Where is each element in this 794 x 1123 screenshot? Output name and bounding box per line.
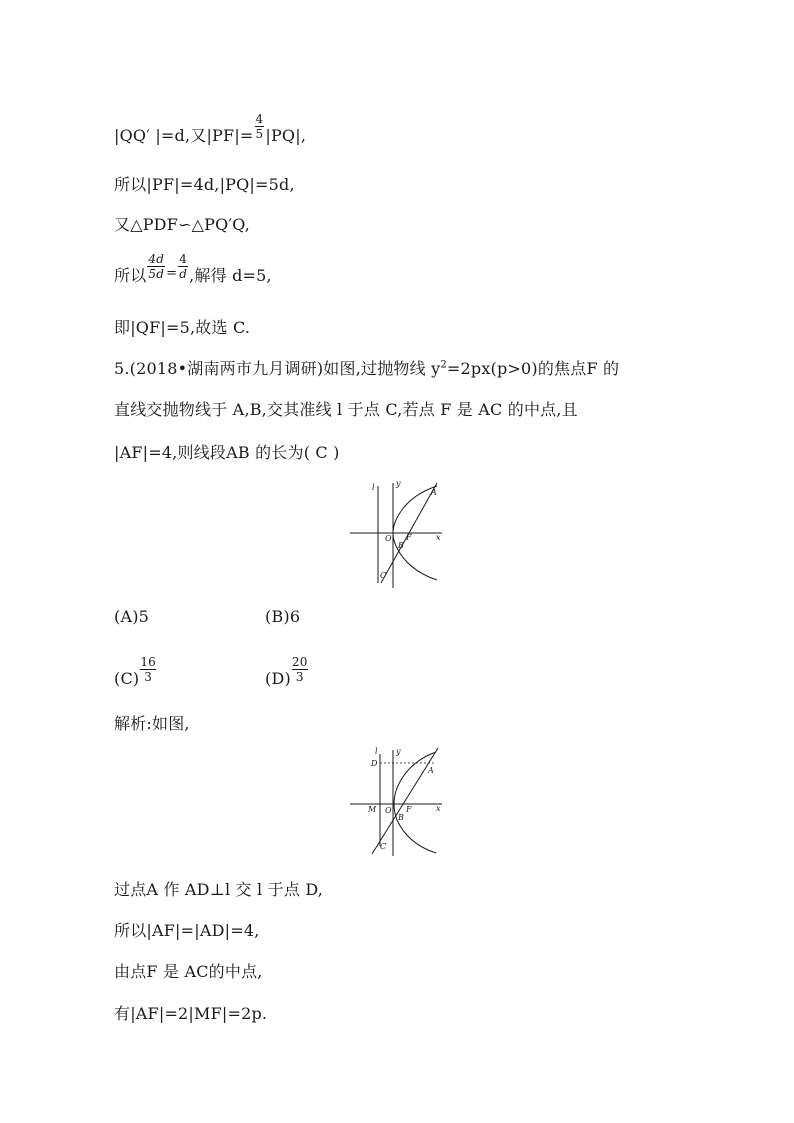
question-5-line-1-b: =2px(p>0)的焦点F 的 xyxy=(446,359,620,378)
label-C: C xyxy=(380,571,387,580)
option-b: (B)6 xyxy=(265,607,301,626)
option-a: (A)5 xyxy=(114,607,150,626)
solution-line-3: 所以|AF|=|AD|=4, xyxy=(114,921,260,940)
text-line-3: 又△PDF∽△PQ′Q, xyxy=(114,215,251,234)
label-x: x xyxy=(436,804,441,813)
equals-sign: = xyxy=(166,266,178,281)
fraction-20-3: $\frac{20}{3}$ xyxy=(291,655,308,684)
fraction-4-d: $\frac{4}{d}$ xyxy=(179,252,188,281)
question-5-line-1-a: 5.(2018•湖南两市九月调研)如图,过抛物线 y xyxy=(114,359,441,378)
label-D: D xyxy=(371,759,378,768)
text-line-1-b: |PQ|, xyxy=(265,126,307,145)
text-line-1 xyxy=(114,112,307,151)
label-F: F xyxy=(406,805,412,814)
label-A: A xyxy=(428,766,434,775)
label-C: C xyxy=(380,842,387,851)
parabola-figure-2 xyxy=(350,746,450,856)
fraction-4d-5d: $\frac{4d}{5d}$ xyxy=(148,252,165,281)
solution-line-5: 有|AF|=2|MF|=2p. xyxy=(114,1004,268,1023)
option-d-label: (D) xyxy=(265,669,291,688)
text-line-1-a: |QQ′ |=d,又|PF|= xyxy=(114,126,254,145)
fraction-16-3: $\frac{16}{3}$ xyxy=(140,655,156,684)
label-l: l xyxy=(375,747,378,756)
label-y: y xyxy=(396,747,401,756)
label-B: B xyxy=(398,541,404,550)
text-line-4 xyxy=(114,252,272,291)
option-c-label: (C) xyxy=(114,669,140,688)
chord-line xyxy=(372,748,438,854)
label-O: O xyxy=(385,534,392,543)
label-A: A xyxy=(431,488,437,497)
text-line-2: 所以|PF|=4d,|PQ|=5d, xyxy=(114,175,295,194)
question-5-line-3: |AF|=4,则线段AB 的长为( C ) xyxy=(114,443,340,462)
label-B: B xyxy=(398,813,404,822)
question-5-line-2: 直线交抛物线于 A,B,交其准线 l 于点 C,若点 F 是 AC 的中点,且 xyxy=(114,400,578,419)
solution-line-4: 由点F 是 AC的中点, xyxy=(114,962,263,981)
parabola-figure-1 xyxy=(350,478,450,588)
label-l: l xyxy=(372,483,375,492)
label-y: y xyxy=(396,479,401,488)
text-line-4-a: 所以 xyxy=(114,266,147,285)
solution-line-2: 过点A 作 AD⊥l 交 l 于点 D, xyxy=(114,880,324,899)
solution-line-1: 解析:如图, xyxy=(114,714,190,733)
option-d xyxy=(265,655,309,694)
superscript-2: 2 xyxy=(440,359,447,371)
label-O: O xyxy=(385,806,392,815)
label-x: x xyxy=(436,533,441,542)
text-line-5: 即|QF|=5,故选 C. xyxy=(114,318,251,337)
option-c xyxy=(114,655,157,694)
label-F: F xyxy=(406,533,412,542)
question-5-line-1 xyxy=(114,356,619,379)
label-M: M xyxy=(368,805,377,814)
text-line-4-b: ,解得 d=5, xyxy=(189,266,272,285)
fraction-4-5: $\frac{4}{5}$ xyxy=(255,112,264,141)
